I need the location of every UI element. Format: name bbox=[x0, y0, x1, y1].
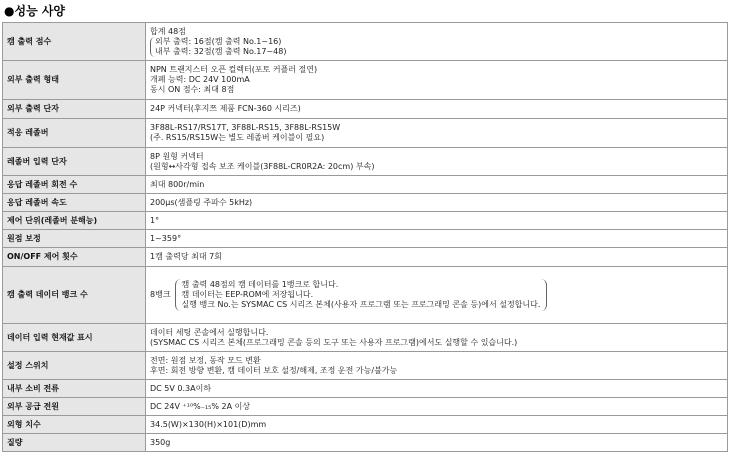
row-value bbox=[146, 176, 728, 194]
value-line: 캠 출력 48점의 캠 데이터를 1뱅크로 합니다. bbox=[181, 280, 339, 289]
row-header: 설정 스위치 bbox=[3, 352, 146, 380]
table-row bbox=[3, 176, 728, 194]
row-value bbox=[146, 119, 728, 148]
row-value bbox=[146, 230, 728, 248]
row-header: 제어 단위(레졸버 분해능) bbox=[3, 212, 146, 230]
value-line: 후면: 회전 방향 변환, 캠 데이터 보호 설정/해제, 조정 운전 가능/불가능 bbox=[150, 365, 398, 375]
value-line: 합계 48점 bbox=[150, 26, 186, 36]
value-line: 1캠 출력당 최대 7회 bbox=[150, 252, 222, 261]
page-title: ●성능 사양 bbox=[4, 4, 66, 18]
value-line: DC 5V 0.3A이하 bbox=[150, 383, 212, 393]
row-value bbox=[146, 194, 728, 212]
table-row bbox=[3, 194, 728, 212]
value-line: DC 24V ⁺¹⁰%₋₁₅% 2A 이상 bbox=[150, 401, 251, 411]
value-line: 350g bbox=[150, 437, 171, 447]
value-line: 내부 출력: 32점(캠 출력 No.17~48) bbox=[155, 46, 287, 56]
table-row bbox=[3, 212, 728, 230]
row-header: 원점 보정 bbox=[3, 230, 146, 248]
value-line: 1~359° bbox=[150, 233, 182, 243]
table-row bbox=[3, 148, 728, 176]
table-row bbox=[3, 380, 728, 398]
table-row bbox=[3, 434, 728, 452]
table-row bbox=[3, 23, 728, 61]
row-header: 응답 레졸버 속도 bbox=[3, 194, 146, 212]
brace-group bbox=[175, 279, 548, 311]
row-header: 캠 출력 데이터 뱅크 수 bbox=[3, 267, 146, 324]
row-header: 외부 출력 형태 bbox=[3, 61, 146, 100]
table-row bbox=[3, 61, 728, 100]
value-line: 8P 원형 커넥터 bbox=[150, 151, 204, 161]
value-line: (SYSMAC CS 시리즈 본체(프로그래밍 콘솔 등의 도구 또는 사용자 프로그램)에서도 실행할 수 있습니다.) bbox=[150, 337, 518, 347]
value-line: 캠 데이터는 EEP-ROM에 저장됩니다. bbox=[181, 290, 314, 299]
table-row bbox=[3, 100, 728, 119]
row-header: 캠 출력 점수 bbox=[3, 23, 146, 61]
row-value bbox=[146, 380, 728, 398]
row-header: 데이터 입력 현재값 표시 bbox=[3, 324, 146, 352]
table-row bbox=[3, 416, 728, 434]
value-line: 24P 커넥터(후지쯔 제품 FCN-360 시리즈) bbox=[150, 104, 301, 113]
row-value bbox=[146, 267, 728, 324]
value-line: 데이터 세팅 콘솔에서 실행합니다. bbox=[150, 327, 269, 337]
row-value bbox=[146, 212, 728, 230]
value-line: 1° bbox=[150, 215, 160, 225]
table-row bbox=[3, 398, 728, 416]
row-header: 내부 소비 전류 bbox=[3, 380, 146, 398]
row-value bbox=[146, 23, 728, 61]
row-value bbox=[146, 398, 728, 416]
spec-table bbox=[2, 22, 728, 452]
bank-group bbox=[150, 279, 723, 311]
value-line: 34.5(W)×130(H)×101(D)mm bbox=[150, 419, 267, 429]
table-row bbox=[3, 267, 728, 324]
value-line: (원형↔사각형 접속 보조 케이블(3F88L-CR0R2A: 20cm) 부속) bbox=[150, 161, 375, 171]
row-header: 외부 공급 전원 bbox=[3, 398, 146, 416]
value-line: 200μs(샘플링 주파수 5kHz) bbox=[150, 197, 253, 207]
value-line: 개폐 능력: DC 24V 100mA bbox=[150, 75, 250, 84]
value-line: 외부 출력: 16점(캠 출력 No.1~16) bbox=[155, 36, 282, 46]
value-line: 최대 800r/min bbox=[150, 179, 205, 189]
value-line: 동시 ON 점수: 최대 8점 bbox=[150, 85, 235, 94]
row-value bbox=[146, 324, 728, 352]
value-line: 3F88L-RS17/RS17T, 3F88L-RS15, 3F88L-RS15W bbox=[150, 123, 341, 132]
row-value bbox=[146, 434, 728, 452]
value-line: 전면: 원점 보정, 동작 모드 변환 bbox=[150, 355, 261, 365]
row-header: 응답 레졸버 회전 수 bbox=[3, 176, 146, 194]
row-value bbox=[146, 61, 728, 100]
brace-group bbox=[150, 37, 286, 57]
table-row bbox=[3, 119, 728, 148]
table-row bbox=[3, 248, 728, 267]
row-value bbox=[146, 100, 728, 119]
table-row bbox=[3, 324, 728, 352]
row-header: 적응 레졸버 bbox=[3, 119, 146, 148]
row-header: 외부 출력 단자 bbox=[3, 100, 146, 119]
bank-count: 8뱅크 bbox=[150, 290, 171, 299]
row-header: 레졸버 입력 단자 bbox=[3, 148, 146, 176]
value-line: 실행 뱅크 No.는 SYSMAC CS 시리즈 본체(사용자 프로그램 또는 프로그래밍 콘솔 등)에서 설정합니다. bbox=[181, 300, 541, 309]
row-header: ON/OFF 제어 횟수 bbox=[3, 248, 146, 267]
row-value bbox=[146, 416, 728, 434]
table-row bbox=[3, 352, 728, 380]
table-row bbox=[3, 230, 728, 248]
row-value bbox=[146, 248, 728, 267]
row-value bbox=[146, 148, 728, 176]
row-value bbox=[146, 352, 728, 380]
value-line: (주. RS15/RS15W는 별도 레졸버 케이블이 필요) bbox=[150, 133, 325, 142]
value-line: NPN 트랜지스터 오픈 컬렉터(포토 커플러 절연) bbox=[150, 65, 318, 74]
row-header: 외형 치수 bbox=[3, 416, 146, 434]
row-header: 질량 bbox=[3, 434, 146, 452]
